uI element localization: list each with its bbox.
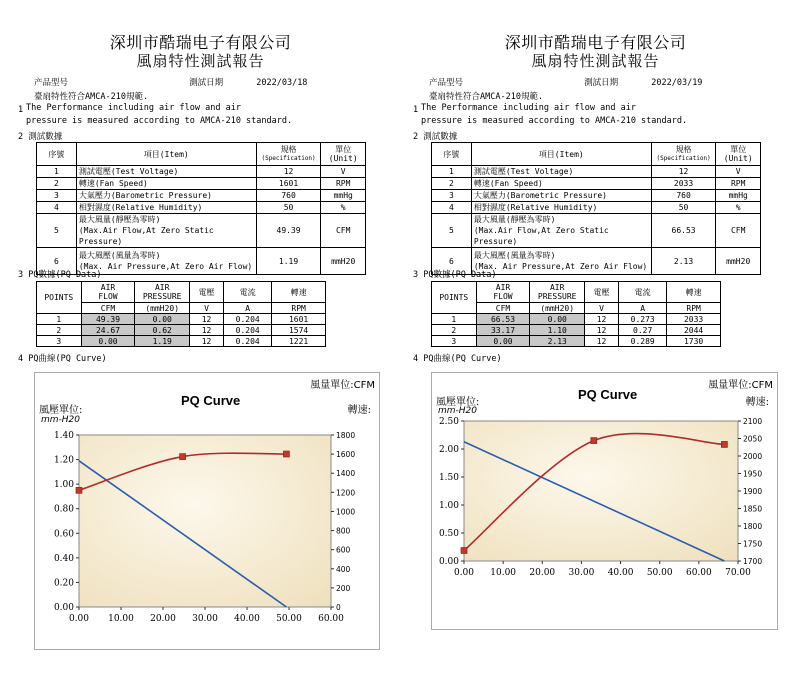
spec-item xyxy=(471,214,651,248)
spec-table xyxy=(431,142,761,275)
spec-value: 50 xyxy=(651,202,716,214)
pq-cell: 1.19 xyxy=(135,336,190,347)
meta-line xyxy=(34,76,307,88)
pq-cell: 1601 xyxy=(272,314,326,325)
spec-item-en: (Max. Air Pressure,At Zero Air Flow) xyxy=(78,262,253,271)
pq-cell: 2.13 xyxy=(530,336,585,347)
y-tick-label: 0.50 xyxy=(438,529,459,539)
x-tick-label: 20.00 xyxy=(150,614,176,624)
pq-cell: 12 xyxy=(584,314,618,325)
spec-no: 5 xyxy=(37,214,77,248)
report-title: 風扇特性測試報告 xyxy=(531,52,660,70)
pq-unit-a: A xyxy=(619,303,667,314)
pq-chart xyxy=(431,372,778,630)
spec-row xyxy=(432,178,761,190)
spec-header-no: 序號 xyxy=(432,143,472,166)
spec-header-unit-en: (Unit) xyxy=(328,154,358,163)
spec-value: 2033 xyxy=(651,178,716,190)
pq-cell: 2 xyxy=(37,325,82,336)
y2-tick-label: 1750 xyxy=(743,539,763,549)
pq-cell: 0.00 xyxy=(530,314,585,325)
spec-header-unit-cn: 單位 xyxy=(730,145,747,154)
pq-chart-svg xyxy=(432,373,777,629)
pq-header-pressure: PRESSURE xyxy=(537,292,577,301)
spec-unit: CFM xyxy=(321,214,366,248)
y2-tick-label: 1400 xyxy=(336,469,356,479)
report-right xyxy=(413,0,778,674)
date-label: 測試日期 xyxy=(189,78,224,88)
pq-cell: 66.53 xyxy=(476,314,530,325)
x-tick-label: 50.00 xyxy=(276,614,302,624)
spec-row xyxy=(432,166,761,178)
pq-header-points: POINTS xyxy=(37,282,82,314)
chart-title: PQ Curve xyxy=(578,387,638,402)
spec-table xyxy=(36,142,366,275)
chart-y-label: 風壓單位: xyxy=(436,397,480,408)
spec-item: 轉速(Fan Speed) xyxy=(471,178,651,190)
spec-item: 相對濕度(Relative Humidity) xyxy=(76,202,256,214)
spec-value: 760 xyxy=(256,190,321,202)
spec-unit: mmHg xyxy=(716,190,761,202)
spec-item xyxy=(76,248,256,275)
section-pq-curve: 4 PQ曲線(PQ Curve) xyxy=(413,354,502,364)
pq-unit-rpm: RPM xyxy=(667,303,721,314)
pq-cell: 0.204 xyxy=(224,325,272,336)
spec-header-item: 項目(Item) xyxy=(76,143,256,166)
pq-row xyxy=(432,325,721,336)
x-tick-label: 30.00 xyxy=(568,568,595,578)
spec-row xyxy=(37,214,366,248)
pq-cell: 0.00 xyxy=(476,336,530,347)
spec-row xyxy=(432,214,761,248)
spec-item-en: (Max.Air Flow,At Zero Static Pressure) xyxy=(78,226,214,246)
spec-header-spec xyxy=(256,143,321,166)
pq-cell: 2033 xyxy=(667,314,721,325)
spec-row xyxy=(37,190,366,202)
pq-header-air2: AIR xyxy=(549,283,565,292)
spec-unit: V xyxy=(716,166,761,178)
section-pq-data: 3 PQ數據(PQ Data) xyxy=(18,270,102,280)
y-tick-label: 0.80 xyxy=(53,504,74,515)
meta-line xyxy=(429,76,702,88)
plot-area xyxy=(464,421,738,561)
x-tick-label: 60.00 xyxy=(685,568,712,578)
pq-cell: 0.00 xyxy=(135,314,190,325)
x-tick-label: 10.00 xyxy=(108,614,134,624)
spec-value: 12 xyxy=(651,166,716,178)
pq-cell: 12 xyxy=(584,325,618,336)
spec-item-en: (Max. Air Pressure,At Zero Air Flow) xyxy=(473,262,648,271)
y2-tick-label: 1600 xyxy=(336,450,356,460)
spec-unit: mmH20 xyxy=(321,248,366,275)
pq-cell: 0.273 xyxy=(619,314,667,325)
pq-cell: 0.62 xyxy=(135,325,190,336)
spec-no: 6 xyxy=(37,248,77,275)
pq-cell: 24.67 xyxy=(81,325,135,336)
spec-item: 測試電壓(Test Voltage) xyxy=(471,166,651,178)
note-head: 臺扇特性符合AMCA-210規範. xyxy=(34,92,149,102)
pq-header-flow: FLOW xyxy=(98,292,118,301)
x-tick-label: 70.00 xyxy=(725,568,751,578)
spec-value: 49.39 xyxy=(256,214,321,248)
pq-unit-cfm: CFM xyxy=(476,303,530,314)
product-label: 产品型号 xyxy=(34,78,69,88)
y-tick-label: 0.40 xyxy=(53,553,74,564)
speed-point xyxy=(461,548,467,554)
y2-tick-label: 1200 xyxy=(336,488,356,498)
pq-chart xyxy=(34,372,380,650)
spec-row xyxy=(37,202,366,214)
speed-point xyxy=(76,487,82,493)
spec-row xyxy=(37,166,366,178)
y2-tick-label: 200 xyxy=(336,583,351,593)
speed-point xyxy=(283,451,289,457)
note-number: 1 xyxy=(18,105,24,115)
x-tick-label: 20.00 xyxy=(529,568,556,578)
spec-no: 5 xyxy=(432,214,472,248)
pq-cell: 49.39 xyxy=(81,314,135,325)
pq-cell: 3 xyxy=(37,336,82,347)
pq-unit-cfm: CFM xyxy=(81,303,135,314)
chart-unit-label: 風量單位:CFM xyxy=(708,380,773,391)
note-line-1: The Performance including air flow and air xyxy=(26,103,241,113)
spec-unit: % xyxy=(716,202,761,214)
spec-row xyxy=(432,202,761,214)
spec-item-cn: 最大風壓(風量為零時) xyxy=(78,251,161,260)
spec-item-en: (Max.Air Flow,At Zero Static Pressure) xyxy=(473,226,609,246)
x-tick-label: 60.00 xyxy=(318,614,344,624)
spec-unit: % xyxy=(321,202,366,214)
spec-no: 2 xyxy=(432,178,472,190)
pq-row xyxy=(432,336,721,347)
x-tick-label: 40.00 xyxy=(234,614,260,624)
x-tick-label: 30.00 xyxy=(192,614,218,624)
pq-header-speed: 轉速 xyxy=(667,282,721,303)
pq-cell: 1 xyxy=(37,314,82,325)
pq-header-air-flow xyxy=(81,282,135,303)
speed-point xyxy=(180,454,186,460)
y-tick-label: 0.60 xyxy=(53,529,74,540)
pq-header-pressure: PRESSURE xyxy=(142,292,182,301)
section-pq-data: 3 PQ數據(PQ Data) xyxy=(413,270,497,280)
spec-header-spec-en: (Specification) xyxy=(656,155,711,162)
spec-header-unit-cn: 單位 xyxy=(335,145,352,154)
y2-tick-label: 1800 xyxy=(743,522,763,531)
spec-header-spec xyxy=(651,143,716,166)
spec-value: 1601 xyxy=(256,178,321,190)
pq-header-voltage: 電壓 xyxy=(189,282,223,303)
spec-item: 大氣壓力(Barometric Pressure) xyxy=(471,190,651,202)
spec-unit: RPM xyxy=(716,178,761,190)
spec-header-unit xyxy=(716,143,761,166)
pq-row xyxy=(432,314,721,325)
pq-cell: 12 xyxy=(189,325,223,336)
pq-cell: 2 xyxy=(432,325,477,336)
date-label: 測試日期 xyxy=(584,78,619,88)
spec-header-item: 項目(Item) xyxy=(471,143,651,166)
spec-header-no: 序號 xyxy=(37,143,77,166)
pq-cell: 1 xyxy=(432,314,477,325)
spec-item: 測試電壓(Test Voltage) xyxy=(76,166,256,178)
pq-cell: 3 xyxy=(432,336,477,347)
spec-no: 3 xyxy=(432,190,472,202)
pq-header-flow: FLOW xyxy=(493,292,513,301)
report-title: 風扇特性測試報告 xyxy=(136,52,265,70)
spec-value: 66.53 xyxy=(651,214,716,248)
spec-no: 4 xyxy=(432,202,472,214)
pq-header-current: 電流 xyxy=(224,282,272,303)
pq-cell: 1.10 xyxy=(530,325,585,336)
chart-title: PQ Curve xyxy=(181,393,241,408)
spec-row xyxy=(37,178,366,190)
x-tick-label: 40.00 xyxy=(607,568,634,578)
note-head: 臺扇特性符合AMCA-210規範. xyxy=(429,92,544,102)
pq-header-air-flow xyxy=(476,282,530,303)
spec-item-cn: 最大風量(靜壓為零時) xyxy=(78,215,161,224)
y2-tick-label: 2100 xyxy=(743,417,763,426)
y-tick-label: 1.00 xyxy=(438,501,459,511)
pq-cell: 1221 xyxy=(272,336,326,347)
pq-header-air-pressure xyxy=(530,282,585,303)
spec-header-unit-en: (Unit) xyxy=(723,154,753,163)
chart-unit-label: 風量單位:CFM xyxy=(310,380,375,391)
product-label: 产品型号 xyxy=(429,78,464,88)
spec-unit: V xyxy=(321,166,366,178)
pq-unit-rpm: RPM xyxy=(272,303,326,314)
pq-table xyxy=(431,281,721,347)
y-tick-label: 2.00 xyxy=(438,445,459,455)
y2-tick-label: 600 xyxy=(336,545,351,555)
note-line-2: pressure is measured according to AMCA-210 standard. xyxy=(421,116,688,126)
chart-y-label-unit: mm-H20 xyxy=(41,415,81,425)
note-line-1: The Performance including air flow and air xyxy=(421,103,636,113)
plot-area xyxy=(79,435,331,607)
pq-cell: 1574 xyxy=(272,325,326,336)
company-name: 深圳市酷瑞电子有限公司 xyxy=(504,33,687,52)
spec-unit: mmHg xyxy=(321,190,366,202)
spec-header-unit xyxy=(321,143,366,166)
spec-no: 6 xyxy=(432,248,472,275)
section-test-data: 2 測試數據 xyxy=(413,132,458,142)
pq-row xyxy=(37,325,326,336)
pq-unit-mmh2o: (mmH20) xyxy=(530,303,585,314)
pq-chart-svg xyxy=(35,373,379,649)
pq-cell: 12 xyxy=(189,314,223,325)
y-tick-label: 0.00 xyxy=(53,603,74,613)
x-tick-label: 50.00 xyxy=(646,568,673,578)
spec-unit: CFM xyxy=(716,214,761,248)
pq-cell: 2044 xyxy=(667,325,721,336)
pq-header-air2: AIR xyxy=(154,283,170,292)
note-number: 1 xyxy=(413,105,419,115)
spec-unit: RPM xyxy=(321,178,366,190)
pq-table xyxy=(36,281,326,347)
y-tick-label: 1.00 xyxy=(53,480,74,491)
test-date: 2022/03/19 xyxy=(651,78,703,88)
spec-value: 2.13 xyxy=(651,248,716,275)
pq-cell: 0.204 xyxy=(224,314,272,325)
y2-tick-label: 1800 xyxy=(336,431,356,440)
pq-unit-v: V xyxy=(584,303,618,314)
pq-header-current: 電流 xyxy=(619,282,667,303)
pq-header-speed: 轉速 xyxy=(272,282,326,303)
y-tick-label: 0.00 xyxy=(438,557,459,567)
chart-y-label: 風壓單位: xyxy=(39,405,83,416)
pq-row xyxy=(37,336,326,347)
chart-y2-label: 轉速: xyxy=(745,397,769,408)
spec-no: 1 xyxy=(37,166,77,178)
y2-tick-label: 0 xyxy=(336,603,341,612)
spec-value: 12 xyxy=(256,166,321,178)
y-tick-label: 1.50 xyxy=(438,473,459,483)
pq-cell: 0.27 xyxy=(619,325,667,336)
x-tick-label: 0.00 xyxy=(68,614,90,624)
pq-unit-mmh2o: (mmH20) xyxy=(135,303,190,314)
section-pq-curve: 4 PQ曲線(PQ Curve) xyxy=(18,354,107,364)
pq-cell: 0.289 xyxy=(619,336,667,347)
y2-tick-label: 2050 xyxy=(743,434,763,444)
pq-cell: 0.204 xyxy=(224,336,272,347)
y-tick-label: 1.20 xyxy=(53,455,74,466)
spec-item-cn: 最大風量(靜壓為零時) xyxy=(473,215,556,224)
pq-header-air-pressure xyxy=(135,282,190,303)
spec-item: 相對濕度(Relative Humidity) xyxy=(471,202,651,214)
pq-header-points: POINTS xyxy=(432,282,477,314)
y2-tick-label: 1950 xyxy=(743,469,763,479)
spec-header-spec-cn: 規格 xyxy=(280,145,297,154)
spec-header-spec-en: (Specification) xyxy=(261,155,316,162)
y2-tick-label: 1850 xyxy=(743,504,763,514)
spec-no: 4 xyxy=(37,202,77,214)
pq-row xyxy=(37,314,326,325)
y-tick-label: 0.20 xyxy=(53,578,74,589)
spec-item-cn: 最大風壓(風量為零時) xyxy=(473,251,556,260)
pq-unit-a: A xyxy=(224,303,272,314)
section-test-data: 2 測試數據 xyxy=(18,132,63,142)
pq-header-air: AIR xyxy=(495,283,511,292)
spec-value: 50 xyxy=(256,202,321,214)
spec-item: 轉速(Fan Speed) xyxy=(76,178,256,190)
y2-tick-label: 1000 xyxy=(336,507,356,517)
spec-value: 760 xyxy=(651,190,716,202)
x-tick-label: 0.00 xyxy=(453,568,475,578)
pq-cell: 12 xyxy=(189,336,223,347)
spec-no: 1 xyxy=(432,166,472,178)
spec-row xyxy=(432,190,761,202)
y2-tick-label: 400 xyxy=(336,564,351,574)
company-name: 深圳市酷瑞电子有限公司 xyxy=(109,33,292,52)
spec-unit: mmH20 xyxy=(716,248,761,275)
pq-header-air: AIR xyxy=(100,283,116,292)
x-tick-label: 10.00 xyxy=(490,568,517,578)
y2-tick-label: 1900 xyxy=(743,487,763,496)
pq-cell: 1730 xyxy=(667,336,721,347)
chart-y-label-unit: mm-H20 xyxy=(438,406,478,416)
note-line-2: pressure is measured according to AMCA-210 standard. xyxy=(26,116,293,126)
pq-unit-v: V xyxy=(189,303,223,314)
y-tick-label: 1.40 xyxy=(53,431,74,441)
y2-tick-label: 800 xyxy=(336,526,351,536)
y-tick-label: 2.50 xyxy=(438,417,459,427)
y2-tick-label: 1700 xyxy=(743,557,763,566)
spec-item: 大氣壓力(Barometric Pressure) xyxy=(76,190,256,202)
spec-no: 2 xyxy=(37,178,77,190)
spec-item xyxy=(76,214,256,248)
spec-value: 1.19 xyxy=(256,248,321,275)
speed-point xyxy=(591,438,597,444)
y2-tick-label: 2000 xyxy=(743,452,763,461)
chart-y2-label: 轉速: xyxy=(347,405,371,416)
spec-item xyxy=(471,248,651,275)
pq-cell: 0.00 xyxy=(81,336,135,347)
pq-cell: 33.17 xyxy=(476,325,530,336)
spec-no: 3 xyxy=(37,190,77,202)
spec-header-spec-cn: 規格 xyxy=(675,145,692,154)
report-left xyxy=(18,0,383,674)
pq-cell: 12 xyxy=(584,336,618,347)
speed-point xyxy=(721,441,727,447)
test-date: 2022/03/18 xyxy=(256,78,308,88)
pq-header-voltage: 電壓 xyxy=(584,282,618,303)
